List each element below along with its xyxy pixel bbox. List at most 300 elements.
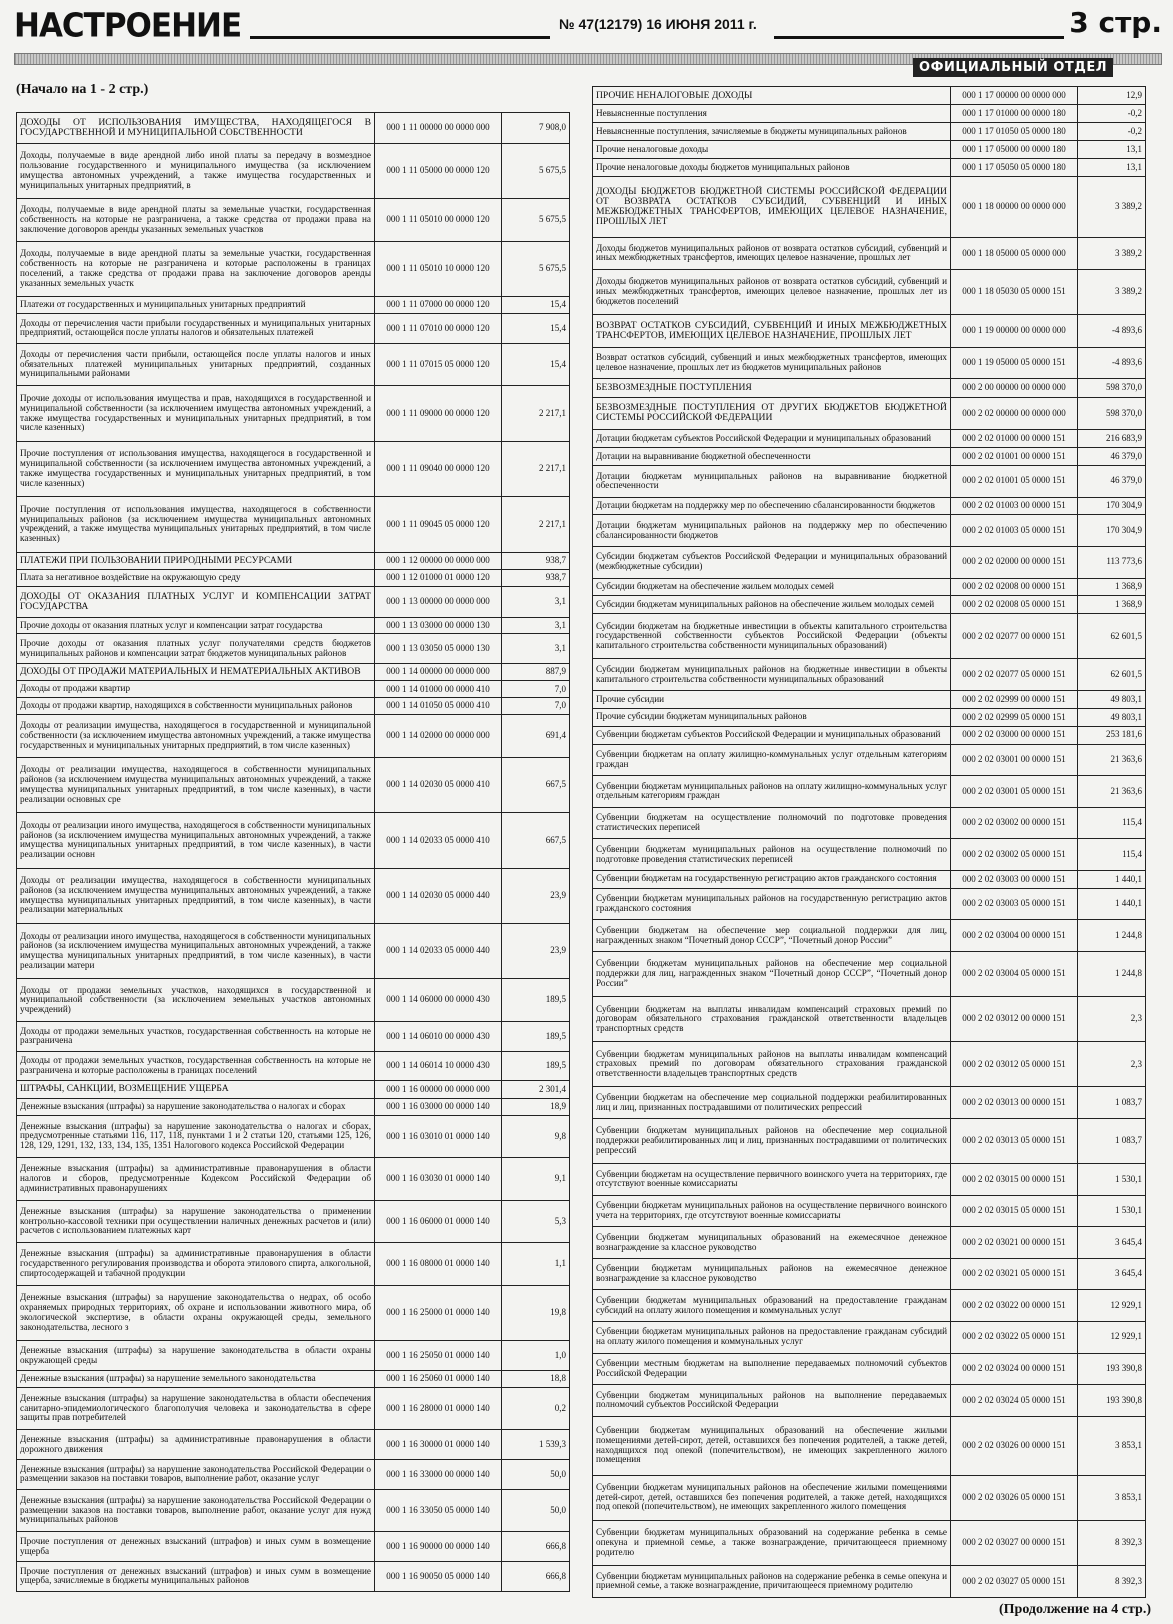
row-name: Дотации бюджетам муниципальных районов на поддержку мер по обеспечению сбалансированности бюджетов	[593, 515, 951, 547]
row-code: 000 2 02 02008 05 0000 151	[951, 596, 1078, 614]
table-row	[593, 347, 1146, 379]
row-code: 000 1 11 09000 00 0000 120	[375, 386, 502, 441]
table-row	[593, 776, 1146, 808]
row-code: 000 1 12 01000 01 0000 120	[375, 569, 502, 586]
row-code: 000 2 02 03002 05 0000 151	[951, 839, 1078, 871]
row-code: 000 1 11 05010 10 0000 120	[375, 241, 502, 296]
table-row	[593, 448, 1146, 466]
row-code: 000 2 02 03000 00 0000 151	[951, 726, 1078, 744]
row-value: 3 389,2	[1078, 269, 1146, 314]
row-name: Субсидии бюджетам субъектов Российской Федерации и муниципальных образований (межбюджетные субсидии)	[593, 546, 951, 578]
row-name: Субвенции бюджетам муниципальных районов на оплату жилищно-коммунальных услуг отдельным категориям граждан	[593, 776, 951, 808]
row-code: 000 1 17 01050 05 0000 180	[951, 123, 1078, 141]
row-value: 46 379,0	[1078, 448, 1146, 466]
continued-from-note: (Начало на 1 - 2 стр.)	[16, 82, 149, 97]
row-name: Субвенции бюджетам муниципальных районов на выполнение передаваемых полномочий субъектов Российской Федерации	[593, 1385, 951, 1417]
row-code: 000 1 16 03000 00 0000 140	[375, 1098, 502, 1115]
table-row	[17, 441, 570, 496]
row-code: 000 1 11 05010 00 0000 120	[375, 199, 502, 242]
row-name: Доходы от реализации иного имущества, находящегося в собственности муниципальных районов (за исключением имущества муниципальных автономных учреждений, а также имущества муниципальных унитарных предприятий, в том числе казенных), в части реализации матери	[17, 923, 375, 978]
table-row	[593, 314, 1146, 347]
row-value: 193 390,8	[1078, 1385, 1146, 1417]
row-name: ДОХОДЫ ОТ ИСПОЛЬЗОВАНИЯ ИМУЩЕСТВА, НАХОДЯЩЕГОСЯ В ГОСУДАРСТВЕННОЙ И МУНИЦИПАЛЬНОЙ СОБСТВЕННОСТИ	[17, 113, 375, 144]
row-code: 000 1 16 33000 00 0000 140	[375, 1459, 502, 1489]
row-code: 000 1 14 00000 00 0000 000	[375, 664, 502, 681]
table-row	[593, 1520, 1146, 1565]
row-name: Дотации бюджетам на поддержку мер по обеспечению сбалансированности бюджетов	[593, 497, 951, 515]
row-code: 000 2 02 03021 05 0000 151	[951, 1258, 1078, 1290]
row-name: Субвенции бюджетам на осуществление первичного воинского учета на территориях, где отсутствуют военные комиссариаты	[593, 1164, 951, 1196]
row-value: 115,4	[1078, 839, 1146, 871]
row-value: 1,1	[502, 1243, 570, 1286]
table-row	[593, 691, 1146, 709]
row-name: Доходы бюджетов муниципальных районов от возврата остатков субсидий, субвенций и иных межбюджетных трансфертов, имеющих целевое назначение, прошлых лет	[593, 238, 951, 270]
table-row	[17, 813, 570, 868]
row-value: 938,7	[502, 569, 570, 586]
row-code: 000 1 17 00000 00 0000 000	[951, 87, 1078, 105]
row-name: Денежные взыскания (штрафы) за нарушение законодательства Российской Федерации о размещении заказов на поставки товаров, выполнение работ, оказание услуг	[17, 1459, 375, 1489]
row-name: Субсидии бюджетам муниципальных районов на обеспечение жильем молодых семей	[593, 596, 951, 614]
row-value: 1 440,1	[1078, 888, 1146, 920]
row-value: 12 929,1	[1078, 1290, 1146, 1322]
row-code: 000 2 02 03027 05 0000 151	[951, 1565, 1078, 1597]
table-row	[17, 681, 570, 698]
row-name: Дотации на выравнивание бюджетной обеспеченности	[593, 448, 951, 466]
row-name: Субсидии бюджетам на обеспечение жильем молодых семей	[593, 578, 951, 596]
row-name: Субвенции бюджетам на выплаты инвалидам компенсаций страховых премий по договорам обязательного страхования гражданской ответственности владельцев транспортных средств	[593, 997, 951, 1042]
row-value: 18,9	[502, 1098, 570, 1115]
row-value: 3,1	[502, 617, 570, 634]
table-row	[593, 379, 1146, 397]
issue-info: № 47(12179) 16 ИЮНЯ 2011 г.	[559, 16, 757, 32]
row-name: Прочие доходы от использования имущества и прав, находящихся в государственной и муниципальной собственности (за исключением имущества автономных учреждений, а также имущества государственных и муниципальных унитарных предприятий, в том числе казенных)	[17, 386, 375, 441]
row-code: 000 2 02 01000 00 0000 151	[951, 430, 1078, 448]
row-code: 000 2 02 03015 00 0000 151	[951, 1164, 1078, 1196]
table-row	[593, 1353, 1146, 1385]
row-value: 1 244,8	[1078, 920, 1146, 952]
table-row	[593, 920, 1146, 952]
row-code: 000 2 02 01001 00 0000 151	[951, 448, 1078, 466]
row-value: 8 392,3	[1078, 1565, 1146, 1597]
table-row	[593, 1164, 1146, 1196]
row-name: ВОЗВРАТ ОСТАТКОВ СУБСИДИЙ, СУБВЕНЦИЙ И ИНЫХ МЕЖБЮДЖЕТНЫХ ТРАНСФЕРТОВ, ИМЕЮЩИХ ЦЕЛЕВОЕ НАЗНАЧЕНИЕ, ПРОШЛЫХ ЛЕТ	[593, 314, 951, 347]
row-name: Прочие доходы от оказания платных услуг получателями средств бюджетов муниципальных районов и компенсации затрат бюджетов муниципальных районов	[17, 634, 375, 664]
row-code: 000 1 14 06014 10 0000 430	[375, 1051, 502, 1081]
row-code: 000 2 02 03002 00 0000 151	[951, 807, 1078, 839]
row-value: 2 217,1	[502, 497, 570, 552]
row-name: Денежные взыскания (штрафы) за нарушение законодательства о налогах и сборах, предусмотренные статьями 116, 117, 118, пунктами 1 и 2 статьи 120, статьями 125, 126, 128, 129, 1291, 132, 133, 134, 135, 1351 Налогового кодекса Российской Федерации	[17, 1115, 375, 1158]
row-value: 7,0	[502, 681, 570, 698]
table-row	[17, 868, 570, 923]
row-name: Денежные взыскания (штрафы) за нарушение земельного законодательства	[17, 1370, 375, 1387]
row-code: 000 1 14 01000 00 0000 410	[375, 681, 502, 698]
row-value: 7,0	[502, 698, 570, 715]
row-value: 62 601,5	[1078, 614, 1146, 659]
row-value: 23,9	[502, 868, 570, 923]
row-name: Денежные взыскания (штрафы) за нарушение законодательства в области обеспечения санитарно-эпидемиологического благополучия человека и законодательства в сфере защиты прав потребителей	[17, 1387, 375, 1430]
row-name: Невыясненные поступления, зачисляемые в бюджеты муниципальных районов	[593, 123, 951, 141]
row-value: 12 929,1	[1078, 1321, 1146, 1353]
table-row	[17, 1098, 570, 1115]
table-row	[593, 1565, 1146, 1597]
table-row	[17, 1200, 570, 1243]
row-code: 000 1 11 00000 00 0000 000	[375, 113, 502, 144]
row-name: Субсидии бюджетам муниципальных районов на бюджетные инвестиции в объекты капитального строительства собственности муниципальных образований	[593, 659, 951, 691]
table-row	[593, 1195, 1146, 1227]
row-value: 5,3	[502, 1200, 570, 1243]
row-value: 3 389,2	[1078, 176, 1146, 237]
row-name: Субвенции бюджетам муниципальных районов на осуществление полномочий по подготовке проведения статистических переписей	[593, 839, 951, 871]
row-value: 598 370,0	[1078, 397, 1146, 430]
row-name: Субвенции бюджетам муниципальных образований на ежемесячное денежное вознаграждение за классное руководство	[593, 1227, 951, 1259]
revenue-table-right	[592, 86, 1146, 1598]
row-code: 000 1 17 05000 00 0000 180	[951, 141, 1078, 159]
table-row	[593, 870, 1146, 888]
table-row	[17, 1158, 570, 1201]
table-row	[593, 159, 1146, 177]
row-value: 1,0	[502, 1341, 570, 1371]
row-value: 1 530,1	[1078, 1195, 1146, 1227]
row-value: 5 675,5	[502, 241, 570, 296]
row-name: ДОХОДЫ ОТ ОКАЗАНИЯ ПЛАТНЫХ УСЛУГ И КОМПЕНСАЦИИ ЗАТРАТ ГОСУДАРСТВА	[17, 586, 375, 617]
row-value: 2,3	[1078, 997, 1146, 1042]
row-name: Доходы от реализации имущества, находящегося в собственности муниципальных районов (за исключением имущества муниципальных автономных учреждений, а также имущества муниципальных унитарных предприятий, в том числе казенных), в части реализации основных сре	[17, 757, 375, 812]
table-row	[593, 726, 1146, 744]
row-value: 21 363,6	[1078, 744, 1146, 776]
row-name: Доходы, получаемые в виде арендной либо иной платы за передачу в возмездное пользование государственного и муниципального имущества (за исключением имущества автономных учреждений, а также имущества государственных и муниципальных унитарных предприятий, в	[17, 143, 375, 198]
row-value: 50,0	[502, 1489, 570, 1532]
row-value: 5 675,5	[502, 143, 570, 198]
row-value: 19,8	[502, 1285, 570, 1340]
row-value: 666,8	[502, 1532, 570, 1562]
row-code: 000 1 14 01050 05 0000 410	[375, 698, 502, 715]
masthead	[14, 6, 1162, 50]
continued-on-note: (Продолжение на 4 стр.)	[999, 1602, 1151, 1617]
row-code: 000 2 02 03015 05 0000 151	[951, 1195, 1078, 1227]
row-code: 000 1 14 02033 05 0000 440	[375, 923, 502, 978]
row-value: 0,2	[502, 1387, 570, 1430]
row-code: 000 1 17 01000 00 0000 180	[951, 105, 1078, 123]
row-value: 253 181,6	[1078, 726, 1146, 744]
row-name: Дотации бюджетам муниципальных районов на выравнивание бюджетной обеспеченности	[593, 465, 951, 497]
table-row	[17, 1532, 570, 1562]
row-code: 000 2 02 03012 00 0000 151	[951, 997, 1078, 1042]
row-name: Доходы от продажи квартир	[17, 681, 375, 698]
row-code: 000 1 19 00000 00 0000 000	[951, 314, 1078, 347]
row-value: -4 893,6	[1078, 314, 1146, 347]
row-name: Прочие субсидии	[593, 691, 951, 709]
row-value: 15,4	[502, 314, 570, 344]
row-code: 000 1 13 00000 00 0000 000	[375, 586, 502, 617]
row-value: 189,5	[502, 1051, 570, 1081]
row-value: 3 389,2	[1078, 238, 1146, 270]
table-row	[593, 1258, 1146, 1290]
table-row	[593, 744, 1146, 776]
row-name: Денежные взыскания (штрафы) за административные правонарушения в области дорожного движения	[17, 1430, 375, 1460]
row-code: 000 2 02 03024 00 0000 151	[951, 1353, 1078, 1385]
row-name: Денежные взыскания (штрафы) за нарушение законодательства о налогах и сборах	[17, 1098, 375, 1115]
row-name: ДОХОДЫ БЮДЖЕТОВ БЮДЖЕТНОЙ СИСТЕМЫ РОССИЙСКОЙ ФЕДЕРАЦИИ ОТ ВОЗВРАТА ОСТАТКОВ СУБСИДИЙ, СУБВЕНЦИЙ И ИНЫХ МЕЖБЮДЖЕТНЫХ ТРАНСФЕРТОВ, ИМЕЮЩИХ ЦЕЛЕВОЕ НАЗНАЧЕНИЕ, ПРОШЛЫХ ЛЕТ	[593, 176, 951, 237]
row-code: 000 2 02 02077 00 0000 151	[951, 614, 1078, 659]
row-value: 1 539,3	[502, 1430, 570, 1460]
row-name: Субвенции бюджетам муниципальных районов на выплаты инвалидам компенсаций страховых премий по договорам обязательного страхования гражданской ответственности владельцев транспортных средств	[593, 1042, 951, 1087]
table-row	[593, 269, 1146, 314]
table-row	[593, 1087, 1146, 1119]
row-code: 000 2 02 03003 00 0000 151	[951, 870, 1078, 888]
row-code: 000 2 02 02999 05 0000 151	[951, 708, 1078, 726]
table-row	[17, 386, 570, 441]
table-row	[593, 708, 1146, 726]
row-code: 000 2 02 03001 05 0000 151	[951, 776, 1078, 808]
row-code: 000 1 16 06000 01 0000 140	[375, 1200, 502, 1243]
table-row	[593, 546, 1146, 578]
table-row	[593, 497, 1146, 515]
row-name: Субвенции бюджетам на обеспечение мер социальной поддержки реабилитированных лиц и лиц, признанных пострадавшими от политических репрессий	[593, 1087, 951, 1119]
table-row	[593, 397, 1146, 430]
row-name: Субвенции бюджетам на оплату жилищно-коммунальных услуг отдельным категориям граждан	[593, 744, 951, 776]
row-value: 667,5	[502, 813, 570, 868]
table-row	[17, 199, 570, 242]
row-name: Субвенции бюджетам на обеспечение мер социальной поддержки для лиц, награжденных знаком “Почетный донор СССР”, “Почетный донор России”	[593, 920, 951, 952]
table-row	[17, 314, 570, 344]
table-row	[593, 176, 1146, 237]
row-code: 000 1 14 02000 00 0000 000	[375, 715, 502, 758]
table-row	[593, 951, 1146, 996]
table-row	[593, 614, 1146, 659]
table-row	[593, 1042, 1146, 1087]
row-code: 000 2 02 01003 05 0000 151	[951, 515, 1078, 547]
row-name: Субвенции бюджетам субъектов Российской Федерации и муниципальных образований	[593, 726, 951, 744]
row-value: 15,4	[502, 343, 570, 386]
row-code: 000 1 16 08000 01 0000 140	[375, 1243, 502, 1286]
row-name: Доходы от перечисления части прибыли, остающейся после уплаты налогов и иных обязательных платежей муниципальных унитарных предприятий, созданных муниципальными районами	[17, 343, 375, 386]
row-name: БЕЗВОЗМЕЗДНЫЕ ПОСТУПЛЕНИЯ	[593, 379, 951, 397]
table-row	[593, 123, 1146, 141]
row-code: 000 1 16 00000 00 0000 000	[375, 1081, 502, 1098]
row-value: 667,5	[502, 757, 570, 812]
row-name: Субвенции бюджетам муниципальных районов на обеспечение мер социальной поддержки реабилитированных лиц и лиц, признанных пострадавшими от политических репрессий	[593, 1119, 951, 1164]
table-row	[17, 113, 570, 144]
row-code: 000 2 02 03022 05 0000 151	[951, 1321, 1078, 1353]
row-code: 000 1 17 05050 05 0000 180	[951, 159, 1078, 177]
row-value: 1 440,1	[1078, 870, 1146, 888]
table-row	[17, 1489, 570, 1532]
row-value: 2 301,4	[502, 1081, 570, 1098]
table-row	[593, 578, 1146, 596]
row-code: 000 2 02 03003 05 0000 151	[951, 888, 1078, 920]
row-value: 5 675,5	[502, 199, 570, 242]
row-name: Прочие поступления от денежных взысканий (штрафов) и иных сумм в возмещение ущерба, зачисляемые в бюджеты муниципальных районов	[17, 1561, 375, 1591]
table-row	[593, 839, 1146, 871]
row-name: Денежные взыскания (штрафы) за нарушение законодательства о применении контрольно-кассовой техники при осуществлении наличных денежных расчетов и (или) расчетов с использованием платежных карт	[17, 1200, 375, 1243]
row-code: 000 1 16 25060 01 0000 140	[375, 1370, 502, 1387]
row-code: 000 1 16 25050 01 0000 140	[375, 1341, 502, 1371]
row-name: Денежные взыскания (штрафы) за административные правонарушения в области налогов и сборов, предусмотренные Кодексом Российской Федерации об административных правонарушениях	[17, 1158, 375, 1201]
row-code: 000 1 16 25000 01 0000 140	[375, 1285, 502, 1340]
row-code: 000 1 14 06010 00 0000 430	[375, 1021, 502, 1051]
row-code: 000 2 00 00000 00 0000 000	[951, 379, 1078, 397]
row-value: 3 853,1	[1078, 1475, 1146, 1520]
table-row	[593, 1475, 1146, 1520]
row-code: 000 1 14 02030 05 0000 440	[375, 868, 502, 923]
row-name: Доходы бюджетов муниципальных районов от возврата остатков субсидий, субвенций и иных межбюджетных трансфертов, имеющих целевое назначение, прошлых лет из бюджетов поселений	[593, 269, 951, 314]
table-row	[17, 664, 570, 681]
row-name: Невыясненные поступления	[593, 105, 951, 123]
table-row	[17, 586, 570, 617]
row-value: 691,4	[502, 715, 570, 758]
row-name: Субвенции бюджетам муниципальных районов на ежемесячное денежное вознаграждение за классное руководство	[593, 1258, 951, 1290]
header-rule	[250, 36, 550, 39]
row-value: 2,3	[1078, 1042, 1146, 1087]
row-code: 000 1 16 28000 01 0000 140	[375, 1387, 502, 1430]
row-value: 938,7	[502, 552, 570, 569]
row-value: 216 683,9	[1078, 430, 1146, 448]
row-value: 3,1	[502, 634, 570, 664]
row-value: -0,2	[1078, 123, 1146, 141]
row-code: 000 1 11 07000 00 0000 120	[375, 297, 502, 314]
row-code: 000 2 02 02000 00 0000 151	[951, 546, 1078, 578]
row-value: 113 773,6	[1078, 546, 1146, 578]
row-code: 000 1 16 90000 00 0000 140	[375, 1532, 502, 1562]
row-code: 000 1 16 03010 01 0000 140	[375, 1115, 502, 1158]
row-value: 1 244,8	[1078, 951, 1146, 996]
row-name: Доходы от перечисления части прибыли государственных и муниципальных унитарных предприятий, остающейся после уплаты налогов и обязательных платежей	[17, 314, 375, 344]
row-value: 3 853,1	[1078, 1416, 1146, 1475]
table-row	[593, 430, 1146, 448]
row-code: 000 2 02 03001 00 0000 151	[951, 744, 1078, 776]
row-code: 000 2 02 03026 00 0000 151	[951, 1416, 1078, 1475]
row-value: 49 803,1	[1078, 691, 1146, 709]
row-code: 000 1 16 30000 01 0000 140	[375, 1430, 502, 1460]
table-row	[593, 1227, 1146, 1259]
table-row	[593, 997, 1146, 1042]
table-row	[17, 1561, 570, 1591]
row-value: 1 368,9	[1078, 596, 1146, 614]
row-value: 49 803,1	[1078, 708, 1146, 726]
row-code: 000 2 02 02077 05 0000 151	[951, 659, 1078, 691]
table-row	[593, 465, 1146, 497]
row-value: -0,2	[1078, 105, 1146, 123]
table-row	[17, 698, 570, 715]
row-name: Плата за негативное воздействие на окружающую среду	[17, 569, 375, 586]
table-row	[17, 297, 570, 314]
table-row	[17, 1243, 570, 1286]
row-code: 000 1 13 03050 05 0000 130	[375, 634, 502, 664]
table-row	[593, 807, 1146, 839]
row-code: 000 2 02 03021 00 0000 151	[951, 1227, 1078, 1259]
table-row	[17, 1370, 570, 1387]
table-row	[17, 569, 570, 586]
row-code: 000 2 02 03022 00 0000 151	[951, 1290, 1078, 1322]
row-code: 000 1 18 05000 05 0000 000	[951, 238, 1078, 270]
row-code: 000 2 02 03013 05 0000 151	[951, 1119, 1078, 1164]
row-value: 13,1	[1078, 159, 1146, 177]
table-row	[593, 1385, 1146, 1417]
row-value: 50,0	[502, 1459, 570, 1489]
header-rule	[774, 36, 1064, 39]
row-value: 2 217,1	[502, 441, 570, 496]
row-name: Субвенции бюджетам на государственную регистрацию актов гражданского состояния	[593, 870, 951, 888]
page-number: 3 стр.	[1069, 6, 1162, 39]
row-name: Прочие поступления от использования имущества, находящегося в государственной и муниципальной собственности (за исключением имущества автономных учреждений, а также имущества государственных и муниципальных унитарных предприятий, в том числе казенных)	[17, 441, 375, 496]
row-name: Доходы от продажи земельных участков, находящихся в государственной и муниципальной собственности (за исключением земельных участков автономных учреждений)	[17, 979, 375, 1022]
revenue-table-left	[16, 112, 570, 1592]
row-name: Субвенции бюджетам муниципальных районов на содержание ребенка в семье опекуна и приемной семье, а также вознаграждение, причитающееся приемному родителю	[593, 1565, 951, 1597]
row-name: БЕЗВОЗМЕЗДНЫЕ ПОСТУПЛЕНИЯ ОТ ДРУГИХ БЮДЖЕТОВ БЮДЖЕТНОЙ СИСТЕМЫ РОССИЙСКОЙ ФЕДЕРАЦИИ	[593, 397, 951, 430]
row-code: 000 1 16 33050 05 0000 140	[375, 1489, 502, 1532]
row-name: Доходы от продажи квартир, находящихся в собственности муниципальных районов	[17, 698, 375, 715]
row-name: Платежи от государственных и муниципальных унитарных предприятий	[17, 297, 375, 314]
row-name: Субвенции бюджетам муниципальных районов на обеспечение жилыми помещениями детей-сирот, детей, оставшихся без попечения родителей, а также детей, находящихся под опекой (попечительством), не имеющих закрепленного жилого помещения	[593, 1475, 951, 1520]
row-value: 3 645,4	[1078, 1258, 1146, 1290]
row-code: 000 2 02 03004 05 0000 151	[951, 951, 1078, 996]
table-row	[17, 241, 570, 296]
row-value: 887,9	[502, 664, 570, 681]
row-value: 1 083,7	[1078, 1087, 1146, 1119]
row-name: Денежные взыскания (штрафы) за административные правонарушения в области государственного регулирования производства и оборота этилового спирта, алкогольной, спиртосодержащей и табачной продукции	[17, 1243, 375, 1286]
row-name: Доходы от реализации имущества, находящегося в государственной и муниципальной собственности (за исключением имущества автономных учреждений, а также имущества государственных и муниципальных унитарных предприятий, в том числе казенных)	[17, 715, 375, 758]
row-value: 12,9	[1078, 87, 1146, 105]
row-name: Доходы, получаемые в виде арендной платы за земельные участки, государственная собственность на которые не разграничена, а также средства от продажи права на заключение договоров аренды указанных земельных участков	[17, 199, 375, 242]
table-row	[17, 923, 570, 978]
row-code: 000 2 02 03004 00 0000 151	[951, 920, 1078, 952]
table-row	[17, 552, 570, 569]
table-row	[17, 497, 570, 552]
row-code: 000 1 18 00000 00 0000 000	[951, 176, 1078, 237]
table-row	[17, 143, 570, 198]
row-name: Субвенции бюджетам муниципальных районов на обеспечение мер социальной поддержки для лиц, награжденных знаком “Почетный донор СССР”, “Почетный донор России”	[593, 951, 951, 996]
row-name: Прочие поступления от использования имущества, находящегося в собственности муниципальных районов (за исключением имущества муниципальных автономных учреждений, а также имущества муниципальных унитарных предприятий, в том числе казенных)	[17, 497, 375, 552]
row-code: 000 2 02 01003 00 0000 151	[951, 497, 1078, 515]
row-code: 000 1 11 09045 05 0000 120	[375, 497, 502, 552]
row-code: 000 1 11 09040 00 0000 120	[375, 441, 502, 496]
table-row	[593, 1290, 1146, 1322]
row-name: Прочие неналоговые доходы бюджетов муниципальных районов	[593, 159, 951, 177]
table-row	[17, 634, 570, 664]
row-name: Доходы от продажи земельных участков, государственная собственность на которые не разграничена	[17, 1021, 375, 1051]
row-value: 18,8	[502, 1370, 570, 1387]
row-name: Денежные взыскания (штрафы) за нарушение законодательства Российской Федерации о размещении заказов на поставки товаров, выполнение работ, оказание услуг для нужд муниципальных районов	[17, 1489, 375, 1532]
table-row	[17, 1387, 570, 1430]
row-value: 3,1	[502, 586, 570, 617]
row-code: 000 2 02 02008 00 0000 151	[951, 578, 1078, 596]
row-value: 1 530,1	[1078, 1164, 1146, 1196]
table-row	[17, 1081, 570, 1098]
newspaper-title: НАСТРОЕНИЕ	[14, 7, 242, 45]
row-code: 000 1 14 06000 00 0000 430	[375, 979, 502, 1022]
row-code: 000 1 13 03000 00 0000 130	[375, 617, 502, 634]
row-name: Субвенции бюджетам муниципальных образований на предоставление гражданам субсидий на оплату жилого помещения и коммунальных услуг	[593, 1290, 951, 1322]
row-code: 000 2 02 02999 00 0000 151	[951, 691, 1078, 709]
row-code: 000 2 02 00000 00 0000 000	[951, 397, 1078, 430]
table-row	[17, 715, 570, 758]
row-name: Прочие доходы от оказания платных услуг и компенсации затрат государства	[17, 617, 375, 634]
row-name: Прочие поступления от денежных взысканий (штрафов) и иных сумм в возмещение ущерба	[17, 1532, 375, 1562]
table-row	[593, 659, 1146, 691]
table-row	[593, 1119, 1146, 1164]
row-name: ПРОЧИЕ НЕНАЛОГОВЫЕ ДОХОДЫ	[593, 87, 951, 105]
row-value: 46 379,0	[1078, 465, 1146, 497]
row-value: 3 645,4	[1078, 1227, 1146, 1259]
table-row	[593, 141, 1146, 159]
section-title: ОФИЦИАЛЬНЫЙ ОТДЕЛ	[913, 58, 1113, 77]
row-code: 000 1 19 05000 05 0000 151	[951, 347, 1078, 379]
row-value: 598 370,0	[1078, 379, 1146, 397]
table-row	[17, 1459, 570, 1489]
row-code: 000 2 02 03013 00 0000 151	[951, 1087, 1078, 1119]
row-name: Возврат остатков субсидий, субвенций и иных межбюджетных трансфертов, имеющих целевое назначение, прошлых лет из бюджетов муниципальных районов	[593, 347, 951, 379]
row-value: 193 390,8	[1078, 1353, 1146, 1385]
